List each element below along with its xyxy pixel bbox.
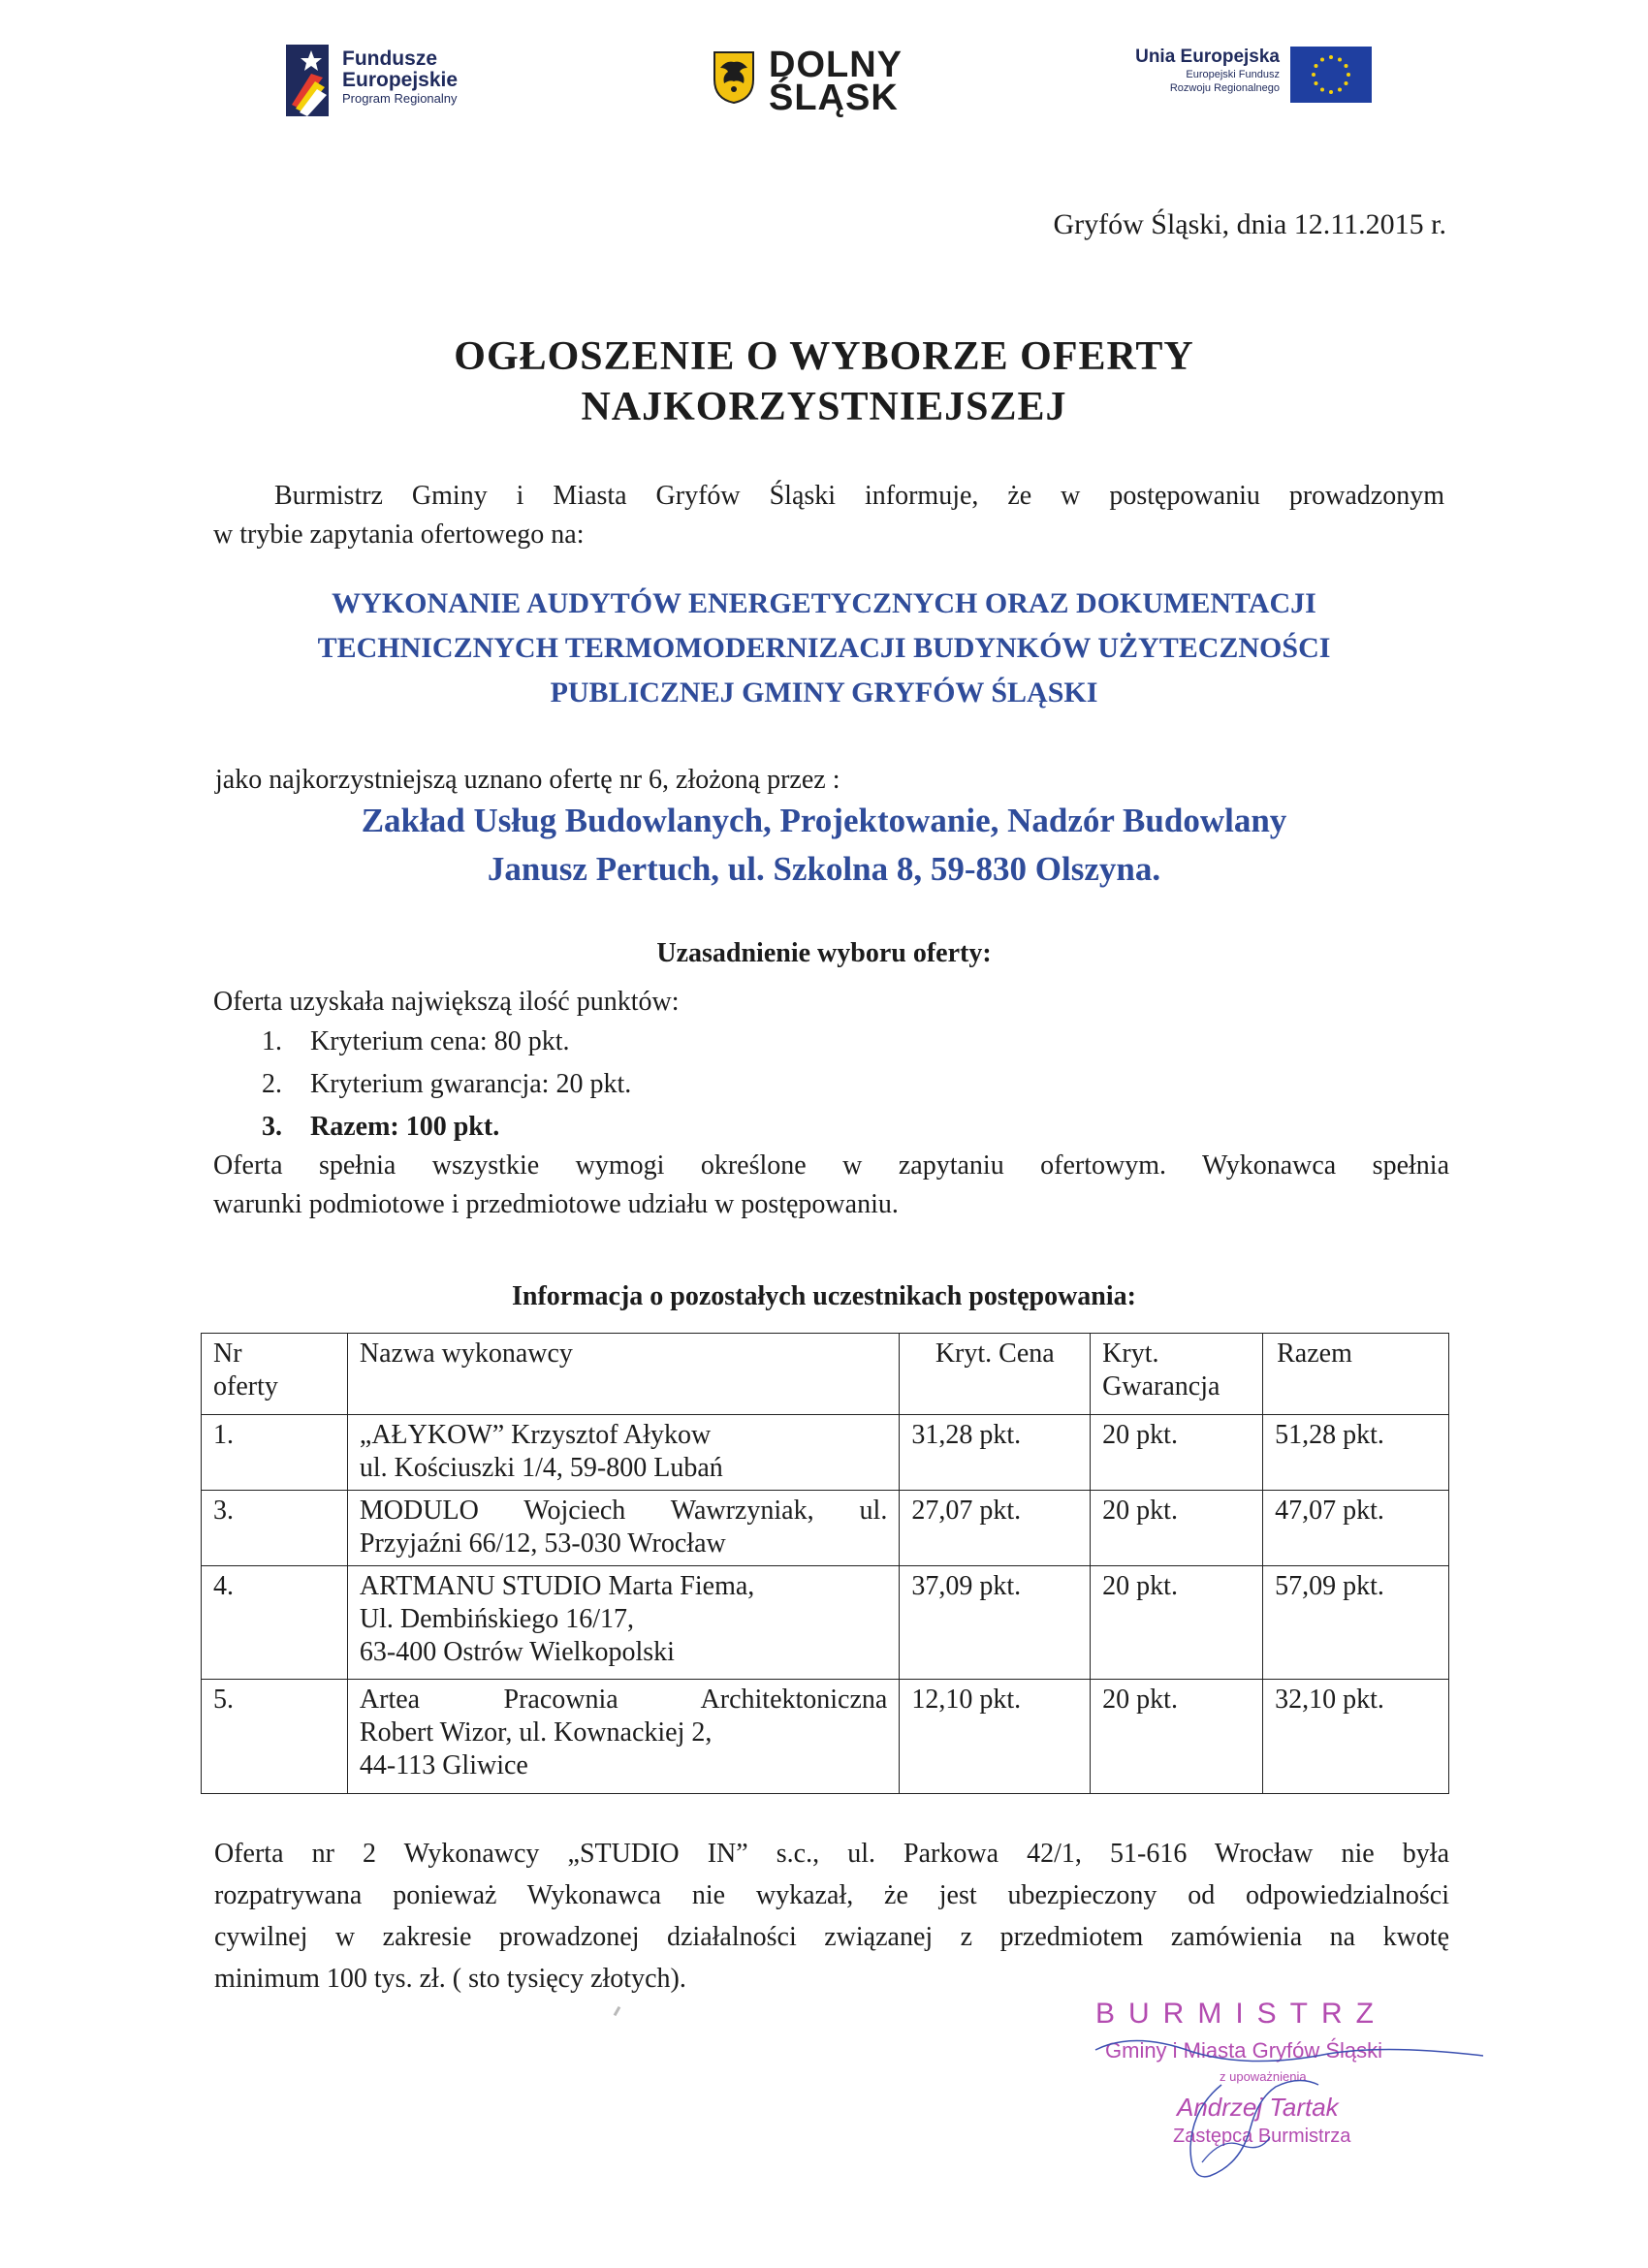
subject-line3: PUBLICZNEJ GMINY GRYFÓW ŚLĄSKI bbox=[550, 677, 1098, 709]
document-date: Gryfów Śląski, dnia 12.11.2015 r. bbox=[1053, 208, 1446, 240]
table-header-row bbox=[202, 1334, 1449, 1415]
rejection-line4: minimum 100 tys. zł. ( sto tysięcy złotych). bbox=[214, 1964, 686, 1994]
stamp-line1: BURMISTRZ bbox=[1095, 1998, 1387, 2030]
justification-lead: Oferta uzyskała największą ilość punktów: bbox=[213, 987, 680, 1017]
official-stamp bbox=[1076, 1992, 1483, 2186]
ds-logo-line1: DOLNY bbox=[769, 45, 903, 85]
chosen-offer-intro: jako najkorzystniejszą uznano ofertę nr 6, złożoną przez : bbox=[215, 765, 840, 795]
table-row bbox=[202, 1680, 1449, 1794]
stamp-line2: Gminy i Miasta Gryfów Śląski bbox=[1105, 2038, 1383, 2063]
col-header-name: Nazwa wykonawcy bbox=[347, 1334, 899, 1415]
stamp-line3: z upoważnienia bbox=[1220, 2069, 1307, 2084]
chosen-company bbox=[194, 797, 1454, 894]
scan-artifact bbox=[614, 2006, 621, 2016]
cell-name-line: Artea Pracownia Architektoniczna bbox=[359, 1685, 888, 1715]
cell-warranty: 20 pkt. bbox=[1091, 1415, 1263, 1491]
title-line2: NAJKORZYSTNIEJSZEJ bbox=[581, 385, 1067, 429]
cell-nr: 3. bbox=[202, 1491, 348, 1566]
rejection-line1: Oferta nr 2 Wykonawcy „STUDIO IN” s.c., ul. Parkowa 42/1, 51-616 Wrocław nie była bbox=[214, 1839, 1449, 1869]
rejection-line2: rozpatrywana ponieważ Wykonawca nie wykazał, że jest ubezpieczony od odpowiedzialności bbox=[214, 1880, 1449, 1910]
list-item bbox=[262, 1065, 631, 1104]
list-item-text: Kryterium gwarancja: 20 pkt. bbox=[310, 1069, 632, 1099]
cell-price: 12,10 pkt. bbox=[900, 1680, 1091, 1794]
fe-logo-line3: Program Regionalny bbox=[342, 91, 458, 106]
cell-nr: 5. bbox=[202, 1680, 348, 1794]
title-line1: OGŁOSZENIE O WYBORZE OFERTY bbox=[454, 334, 1194, 379]
cell-price: 31,28 pkt. bbox=[900, 1415, 1091, 1491]
col-header-warranty bbox=[1091, 1334, 1263, 1415]
cell-name-line: Przyjaźni 66/12, 53-030 Wrocław bbox=[359, 1528, 726, 1559]
intro-paragraph bbox=[213, 477, 1444, 554]
criteria-list bbox=[262, 1023, 631, 1147]
list-item bbox=[262, 1023, 631, 1061]
participants-table bbox=[201, 1333, 1449, 1794]
table-row bbox=[202, 1491, 1449, 1566]
col-header-nr bbox=[202, 1334, 348, 1415]
handwritten-signature bbox=[1076, 1992, 1483, 2186]
list-item-text: Kryterium cena: 80 pkt. bbox=[310, 1026, 570, 1056]
cell-name bbox=[347, 1415, 899, 1491]
col-header-nr-line1: Nr bbox=[213, 1339, 242, 1369]
cell-name-line: Ul. Dembińskiego 16/17, bbox=[359, 1604, 634, 1634]
cell-name-line: 44-113 Gliwice bbox=[359, 1750, 528, 1780]
intro-line2: w trybie zapytania ofertowego na: bbox=[213, 520, 585, 550]
cell-nr: 1. bbox=[202, 1415, 348, 1491]
participants-heading: Informacja o pozostałych uczestnikach postępowania: bbox=[512, 1281, 1136, 1311]
cell-nr: 4. bbox=[202, 1566, 348, 1680]
procurement-subject bbox=[194, 582, 1454, 715]
cell-price: 37,09 pkt. bbox=[900, 1566, 1091, 1680]
col-header-warranty-line2: Gwarancja bbox=[1102, 1371, 1220, 1402]
cell-total: 32,10 pkt. bbox=[1263, 1680, 1449, 1794]
list-item-number: 3. bbox=[262, 1112, 282, 1142]
cell-name-line: ul. Kościuszki 1/4, 59-800 Lubań bbox=[359, 1453, 723, 1483]
ue-logo-line1: Unia Europejska bbox=[1135, 47, 1280, 67]
cell-total: 47,07 pkt. bbox=[1263, 1491, 1449, 1566]
col-header-warranty-line1: Kryt. bbox=[1102, 1339, 1159, 1369]
list-item-number: 1. bbox=[262, 1026, 282, 1056]
ue-logo-line3: Rozwoju Regionalnego bbox=[1169, 82, 1280, 94]
cell-name bbox=[347, 1680, 899, 1794]
ue-logo bbox=[1105, 45, 1372, 103]
company-line2: Janusz Pertuch, ul. Szkolna 8, 59-830 Olszyna. bbox=[487, 850, 1161, 888]
list-item-text: Razem: 100 pkt. bbox=[310, 1112, 500, 1142]
fe-flag-icon bbox=[286, 45, 329, 116]
col-header-price: Kryt. Cena bbox=[900, 1334, 1091, 1415]
subject-line2: TECHNICZNYCH TERMOMODERNIZACJI BUDYNKÓW UŻYTECZNOŚCI bbox=[317, 632, 1331, 664]
conclusion-line2: warunki podmiotowe i przedmiotowe udziału w postępowaniu. bbox=[213, 1189, 899, 1219]
table-row bbox=[202, 1566, 1449, 1680]
stamp-line5: Zastępca Burmistrza bbox=[1173, 2126, 1351, 2147]
cell-warranty: 20 pkt. bbox=[1091, 1680, 1263, 1794]
subject-line1: WYKONANIE AUDYTÓW ENERGETYCZNYCH ORAZ DOKUMENTACJI bbox=[332, 587, 1316, 619]
cell-name-line: 63-400 Ostrów Wielkopolski bbox=[359, 1637, 675, 1667]
ds-logo bbox=[713, 45, 906, 118]
cell-name-line: Robert Wizor, ul. Kownackiej 2, bbox=[359, 1717, 713, 1748]
rejection-line3: cywilnej w zakresie prowadzonej działalności związanej z przedmiotem zamówienia na kwotę bbox=[214, 1922, 1449, 1952]
intro-line1: Burmistrz Gminy i Miasta Gryfów Śląski informuje, że w postępowaniu prowadzonym bbox=[274, 481, 1444, 511]
cell-warranty: 20 pkt. bbox=[1091, 1566, 1263, 1680]
list-item bbox=[262, 1108, 631, 1147]
document-title bbox=[194, 331, 1454, 432]
justification-heading: Uzasadnienie wyboru oferty: bbox=[656, 938, 992, 968]
rejection-paragraph bbox=[214, 1833, 1449, 2000]
fe-logo bbox=[286, 43, 519, 118]
table-row bbox=[202, 1415, 1449, 1491]
fe-logo-line1: Fundusze bbox=[342, 47, 437, 70]
cell-name-line: ARTMANU STUDIO Marta Fiema, bbox=[359, 1571, 755, 1601]
cell-name-line: MODULO Wojciech Wawrzyniak, ul. bbox=[359, 1496, 888, 1526]
ue-logo-line2: Europejski Fundusz bbox=[1186, 69, 1280, 80]
list-item-number: 2. bbox=[262, 1069, 282, 1099]
justification-conclusion bbox=[213, 1147, 1449, 1224]
cell-name bbox=[347, 1566, 899, 1680]
cell-name bbox=[347, 1491, 899, 1566]
eagle-shield-icon bbox=[713, 50, 755, 105]
cell-price: 27,07 pkt. bbox=[900, 1491, 1091, 1566]
company-line1: Zakład Usług Budowlanych, Projektowanie, Nadzór Budowlany bbox=[361, 802, 1287, 839]
col-header-nr-line2: oferty bbox=[213, 1371, 278, 1402]
cell-total: 57,09 pkt. bbox=[1263, 1566, 1449, 1680]
eu-flag-icon bbox=[1290, 47, 1372, 103]
ds-logo-line2: ŚLĄSK bbox=[769, 78, 899, 118]
fe-logo-line2: Europejskie bbox=[342, 69, 459, 91]
cell-warranty: 20 pkt. bbox=[1091, 1491, 1263, 1566]
conclusion-line1: Oferta spełnia wszystkie wymogi określone w zapytaniu ofertowym. Wykonawca spełnia bbox=[213, 1150, 1449, 1181]
cell-name-line: „AŁYKOW” Krzysztof Ałykow bbox=[359, 1420, 712, 1450]
stamp-line4: Andrzej Tartak bbox=[1177, 2093, 1339, 2122]
cell-total: 51,28 pkt. bbox=[1263, 1415, 1449, 1491]
col-header-total: Razem bbox=[1263, 1334, 1449, 1415]
